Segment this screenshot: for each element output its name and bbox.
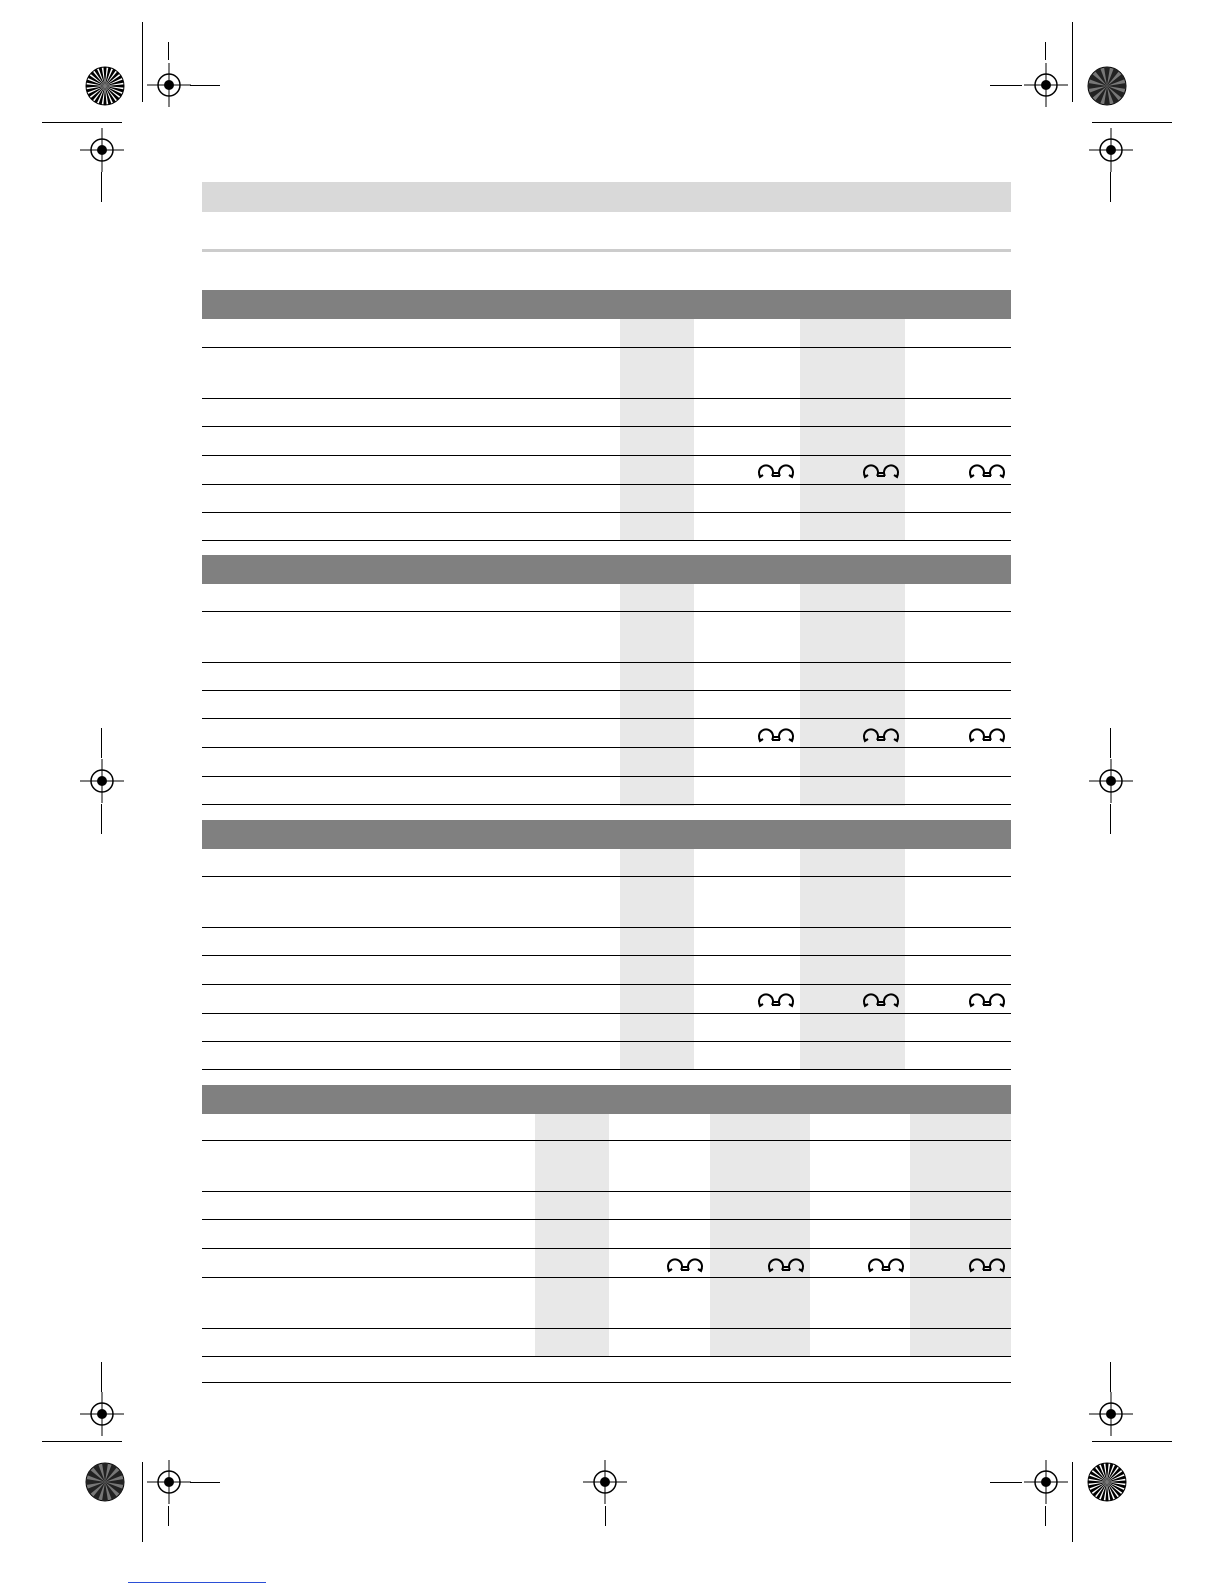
double-arrow-rotation-icon [968,990,1006,1008]
crop-line [1110,728,1111,758]
crop-line [990,1482,1022,1483]
crop-line [990,85,1022,86]
row-divider [202,455,1011,456]
row-divider [202,984,1011,985]
row-divider [202,484,1011,485]
column-shade [800,319,905,541]
row-divider [202,804,1011,805]
column-shade [620,849,694,1070]
crop-line [1045,1506,1046,1526]
row-divider [202,718,1011,719]
double-arrow-rotation-icon [862,725,900,743]
double-arrow-rotation-icon [968,725,1006,743]
registration-mark-icon [1024,63,1068,107]
crop-line [142,22,143,102]
row-divider [202,1140,1011,1141]
row-divider [202,1248,1011,1249]
row-divider [202,927,1011,928]
registration-mark-icon [1024,1460,1068,1504]
row-divider [202,1191,1011,1192]
star-target-icon [85,66,125,106]
crop-line [605,1506,606,1526]
double-arrow-rotation-icon [968,461,1006,479]
crop-line [1072,1462,1073,1542]
double-arrow-rotation-icon [867,1255,905,1273]
row-divider [202,876,1011,877]
crop-line [1045,42,1046,60]
crop-line [190,85,220,86]
column-shade [800,584,905,806]
crop-line [42,1441,122,1442]
section-header [202,290,1011,319]
column-shade [710,1114,810,1356]
row-divider [202,662,1011,663]
row-divider [202,426,1011,427]
crop-line [1092,122,1172,123]
crop-line [168,42,169,60]
crop-line [1110,1362,1111,1392]
crop-line [1092,1441,1172,1442]
crop-line [1072,22,1073,102]
crop-line [101,1362,102,1392]
star-target-icon [85,1462,125,1502]
row-divider [202,1382,1011,1383]
header-band [202,182,1011,212]
crop-line [168,1506,169,1526]
registration-mark-icon [1089,759,1133,803]
registration-mark-icon [583,1460,627,1504]
row-divider [202,1356,1011,1357]
row-divider [202,1013,1011,1014]
row-divider [202,1041,1011,1042]
column-shade [535,1114,609,1356]
column-shade [800,849,905,1070]
row-divider [202,540,1011,541]
column-shade [620,319,694,541]
row-divider [202,611,1011,612]
registration-mark-icon [147,63,191,107]
row-divider [202,1328,1011,1329]
table-section-1 [202,290,1011,542]
row-divider [202,747,1011,748]
double-arrow-rotation-icon [862,990,900,1008]
table-section-2 [202,555,1011,807]
section-title [202,827,208,841]
star-target-icon [1087,66,1127,106]
crop-line [101,728,102,758]
registration-mark-icon [80,1392,124,1436]
crop-line [42,122,122,123]
header-rule [202,249,1011,252]
section-header [202,820,1011,849]
section-title [202,1092,208,1106]
registration-mark-icon [1089,128,1133,172]
row-divider [202,347,1011,348]
table-section-4 [202,1085,1011,1385]
row-divider [202,512,1011,513]
row-divider [202,776,1011,777]
double-arrow-rotation-icon [968,1255,1006,1273]
double-arrow-rotation-icon [862,461,900,479]
row-divider [202,1219,1011,1220]
crop-line [1110,804,1111,834]
crop-line [101,172,102,202]
double-arrow-rotation-icon [757,725,795,743]
bottom-link-underline[interactable] [128,1582,266,1583]
section-title [202,297,208,311]
double-arrow-rotation-icon [757,461,795,479]
row-divider [202,955,1011,956]
column-shade [620,584,694,806]
double-arrow-rotation-icon [757,990,795,1008]
column-shade [910,1114,1011,1356]
row-divider [202,1069,1011,1070]
star-target-icon [1087,1462,1127,1502]
registration-mark-icon [80,759,124,803]
registration-mark-icon [147,1460,191,1504]
table-section-3 [202,820,1011,1072]
crop-line [190,1482,220,1483]
row-divider [202,690,1011,691]
section-header [202,555,1011,584]
row-divider [202,1277,1011,1278]
section-title [202,562,208,576]
section-header [202,1085,1011,1114]
crop-line [1110,172,1111,202]
registration-mark-icon [80,128,124,172]
double-arrow-rotation-icon [666,1255,704,1273]
row-divider [202,398,1011,399]
registration-mark-icon [1089,1392,1133,1436]
double-arrow-rotation-icon [767,1255,805,1273]
crop-line [101,804,102,834]
crop-line [142,1462,143,1542]
